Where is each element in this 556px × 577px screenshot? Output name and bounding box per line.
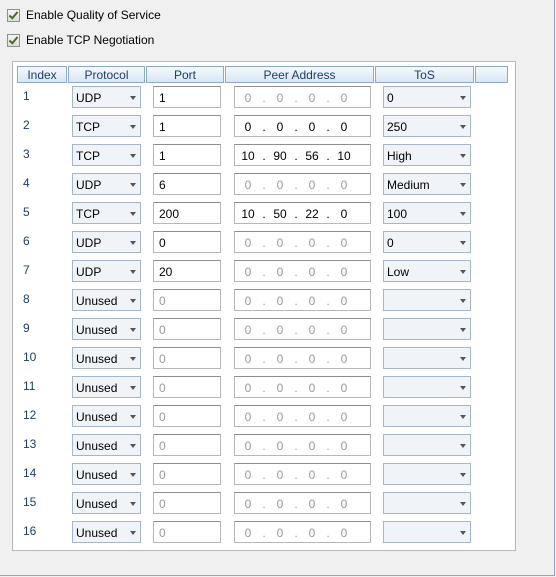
ip-octet-4[interactable]: 0	[340, 120, 348, 134]
ip-separator: .	[262, 497, 266, 511]
chevron-down-icon	[460, 328, 466, 332]
tos-value: Low	[387, 265, 410, 279]
ip-octet-4[interactable]: 0	[340, 526, 348, 540]
port-input[interactable]	[153, 376, 221, 398]
ip-separator: .	[294, 439, 298, 453]
protocol-dropdown[interactable]	[72, 434, 141, 456]
chevron-down-icon	[130, 154, 136, 158]
chevron-down-icon	[130, 96, 136, 100]
tos-dropdown[interactable]	[383, 521, 471, 543]
port-input[interactable]	[153, 347, 221, 369]
ip-octet-1[interactable]: 0	[244, 323, 252, 337]
ip-separator: .	[262, 352, 266, 366]
ip-separator: .	[326, 439, 330, 453]
ip-separator: .	[326, 294, 330, 308]
ip-separator: .	[262, 178, 266, 192]
protocol-dropdown[interactable]	[72, 115, 141, 137]
table-row	[13, 144, 513, 168]
peer-address-input[interactable]	[234, 144, 371, 166]
port-value: 0	[159, 439, 166, 453]
ip-octet-3[interactable]: 22	[305, 207, 319, 221]
ip-octet-3[interactable]: 0	[308, 526, 316, 540]
ip-octet-2[interactable]: 0	[276, 294, 284, 308]
row-index: 13	[23, 437, 37, 451]
ip-octet-3[interactable]: 0	[308, 265, 316, 279]
ip-octet-1[interactable]: 0	[244, 178, 252, 192]
protocol-dropdown[interactable]	[72, 289, 141, 311]
protocol-dropdown[interactable]	[72, 318, 141, 340]
peer-address-input[interactable]	[234, 492, 371, 514]
port-input[interactable]	[153, 463, 221, 485]
port-value: 0	[159, 323, 166, 337]
port-input[interactable]	[153, 173, 221, 195]
chevron-down-icon	[130, 212, 136, 216]
ip-octet-1[interactable]: 0	[244, 120, 252, 134]
ip-separator: .	[326, 526, 330, 540]
ip-separator: .	[326, 381, 330, 395]
ip-octet-4[interactable]: 0	[340, 236, 348, 250]
ip-octet-2[interactable]: 0	[276, 352, 284, 366]
peer-address-input[interactable]	[234, 463, 371, 485]
protocol-value: Unused	[76, 497, 118, 511]
row-index: 12	[23, 408, 37, 422]
chevron-down-icon	[130, 502, 136, 506]
qos-table	[12, 61, 516, 551]
row-index: 6	[23, 234, 30, 248]
table-row	[13, 115, 513, 139]
enable-qos-label: Enable Quality of Service	[26, 8, 161, 22]
enable-tcp-negotiation-checkbox[interactable]	[7, 34, 20, 47]
protocol-dropdown[interactable]	[72, 376, 141, 398]
ip-octet-3[interactable]: 56	[305, 149, 319, 163]
ip-separator: .	[262, 265, 266, 279]
port-value: 200	[159, 207, 180, 221]
chevron-down-icon	[460, 299, 466, 303]
ip-separator: .	[262, 323, 266, 337]
row-index: 1	[23, 89, 30, 103]
chevron-down-icon	[130, 444, 136, 448]
ip-separator: .	[262, 381, 266, 395]
table-row	[13, 86, 513, 110]
ip-octet-4[interactable]: 0	[340, 497, 348, 511]
ip-octet-1[interactable]: 0	[244, 526, 252, 540]
protocol-value: UDP	[76, 265, 102, 279]
tos-dropdown[interactable]	[383, 202, 471, 224]
protocol-dropdown[interactable]	[72, 521, 141, 543]
row-index: 9	[23, 321, 30, 335]
ip-separator: .	[262, 526, 266, 540]
ip-octet-3[interactable]: 0	[308, 120, 316, 134]
protocol-dropdown[interactable]	[72, 260, 141, 282]
ip-separator: .	[294, 120, 298, 134]
ip-separator: .	[262, 410, 266, 424]
port-input[interactable]	[153, 318, 221, 340]
chevron-down-icon	[460, 444, 466, 448]
peer-address-input[interactable]	[234, 376, 371, 398]
ip-separator: .	[326, 468, 330, 482]
enable-tcp-negotiation-row[interactable]	[7, 31, 154, 49]
ip-separator: .	[294, 497, 298, 511]
ip-separator: .	[326, 323, 330, 337]
chevron-down-icon	[460, 502, 466, 506]
ip-octet-4[interactable]: 0	[340, 410, 348, 424]
column-header-peer-address[interactable]: Peer Address	[225, 66, 374, 83]
ip-octet-2[interactable]: 0	[276, 439, 284, 453]
ip-octet-4[interactable]: 0	[340, 207, 348, 221]
row-index: 3	[23, 147, 30, 161]
chevron-down-icon	[460, 473, 466, 477]
ip-octet-4[interactable]: 0	[340, 381, 348, 395]
ip-separator: .	[294, 178, 298, 192]
ip-separator: .	[326, 91, 330, 105]
chevron-down-icon	[130, 270, 136, 274]
protocol-value: UDP	[76, 236, 102, 250]
port-input[interactable]	[153, 86, 221, 108]
ip-octet-1[interactable]: 0	[244, 352, 252, 366]
port-value: 1	[159, 91, 166, 105]
ip-separator: .	[326, 265, 330, 279]
port-value: 0	[159, 526, 166, 540]
chevron-down-icon	[130, 386, 136, 390]
ip-separator: .	[294, 91, 298, 105]
chevron-down-icon	[130, 125, 136, 129]
ip-separator: .	[326, 178, 330, 192]
ip-octet-1[interactable]: 0	[244, 294, 252, 308]
tos-dropdown[interactable]	[383, 347, 471, 369]
ip-separator: .	[262, 120, 266, 134]
enable-tcp-negotiation-label: Enable TCP Negotiation	[26, 33, 155, 47]
ip-separator: .	[294, 149, 298, 163]
tos-dropdown[interactable]	[383, 434, 471, 456]
protocol-value: UDP	[76, 91, 102, 105]
protocol-dropdown[interactable]	[72, 202, 141, 224]
enable-qos-checkbox[interactable]	[7, 9, 20, 22]
ip-octet-1[interactable]: 0	[244, 468, 252, 482]
port-value: 0	[159, 468, 166, 482]
chevron-down-icon	[460, 212, 466, 216]
ip-separator: .	[262, 439, 266, 453]
ip-octet-1[interactable]: 0	[244, 381, 252, 395]
ip-octet-4[interactable]: 0	[340, 91, 348, 105]
ip-separator: .	[294, 526, 298, 540]
chevron-down-icon	[130, 183, 136, 187]
chevron-down-icon	[460, 96, 466, 100]
table-row	[13, 405, 513, 429]
ip-octet-2[interactable]: 0	[276, 236, 284, 250]
port-value: 1	[159, 149, 166, 163]
ip-octet-1[interactable]: 10	[241, 207, 255, 221]
ip-octet-4[interactable]: 0	[340, 178, 348, 192]
chevron-down-icon	[130, 473, 136, 477]
peer-address-input[interactable]	[234, 347, 371, 369]
port-input[interactable]	[153, 115, 221, 137]
port-value: 0	[159, 410, 166, 424]
chevron-down-icon	[130, 531, 136, 535]
ip-separator: .	[262, 91, 266, 105]
table-row	[13, 492, 513, 516]
ip-octet-3[interactable]: 0	[308, 410, 316, 424]
ip-separator: .	[326, 236, 330, 250]
ip-octet-2[interactable]: 0	[276, 381, 284, 395]
ip-separator: .	[294, 294, 298, 308]
peer-address-input[interactable]	[234, 289, 371, 311]
ip-octet-2[interactable]: 0	[276, 497, 284, 511]
protocol-dropdown[interactable]	[72, 347, 141, 369]
protocol-dropdown[interactable]	[72, 492, 141, 514]
port-input[interactable]	[153, 405, 221, 427]
tos-value: 250	[387, 120, 408, 134]
column-header-extra	[475, 66, 508, 83]
protocol-value: UDP	[76, 178, 102, 192]
ip-octet-3[interactable]: 0	[308, 352, 316, 366]
ip-octet-4[interactable]: 0	[340, 468, 348, 482]
port-value: 0	[159, 381, 166, 395]
tos-dropdown[interactable]	[383, 376, 471, 398]
chevron-down-icon	[460, 357, 466, 361]
ip-separator: .	[326, 149, 330, 163]
peer-address-input[interactable]	[234, 405, 371, 427]
chevron-down-icon	[130, 328, 136, 332]
table-row	[13, 289, 513, 313]
tos-value: 0	[387, 91, 394, 105]
protocol-dropdown[interactable]	[72, 173, 141, 195]
ip-octet-1[interactable]: 0	[244, 91, 252, 105]
port-input[interactable]	[153, 231, 221, 253]
port-input[interactable]	[153, 521, 221, 543]
row-index: 16	[23, 524, 37, 538]
tos-dropdown[interactable]	[383, 405, 471, 427]
ip-octet-2[interactable]: 0	[276, 120, 284, 134]
ip-separator: .	[262, 236, 266, 250]
peer-address-input[interactable]	[234, 521, 371, 543]
table-row	[13, 521, 513, 545]
row-index: 8	[23, 292, 30, 306]
table-row	[13, 347, 513, 371]
port-input[interactable]	[153, 434, 221, 456]
port-value: 0	[159, 294, 166, 308]
peer-address-input[interactable]	[234, 173, 371, 195]
row-index: 4	[23, 176, 30, 190]
port-input[interactable]	[153, 492, 221, 514]
ip-octet-4[interactable]: 0	[340, 265, 348, 279]
protocol-dropdown[interactable]	[72, 463, 141, 485]
chevron-down-icon	[130, 299, 136, 303]
ip-separator: .	[294, 207, 298, 221]
ip-separator: .	[326, 352, 330, 366]
chevron-down-icon	[460, 386, 466, 390]
ip-octet-3[interactable]: 0	[308, 91, 316, 105]
chevron-down-icon	[460, 270, 466, 274]
port-input[interactable]	[153, 144, 221, 166]
protocol-value: Unused	[76, 381, 118, 395]
ip-octet-4[interactable]: 0	[340, 439, 348, 453]
peer-address-input[interactable]	[234, 202, 371, 224]
enable-qos-row[interactable]	[7, 6, 161, 24]
ip-octet-3[interactable]: 0	[308, 178, 316, 192]
peer-address-input[interactable]	[234, 231, 371, 253]
ip-octet-3[interactable]: 0	[308, 294, 316, 308]
protocol-dropdown[interactable]	[72, 86, 141, 108]
protocol-value: Unused	[76, 294, 118, 308]
ip-separator: .	[294, 323, 298, 337]
ip-separator: .	[326, 497, 330, 511]
tos-dropdown[interactable]	[383, 115, 471, 137]
port-input[interactable]	[153, 260, 221, 282]
ip-separator: .	[326, 410, 330, 424]
chevron-down-icon	[130, 415, 136, 419]
protocol-value: Unused	[76, 526, 118, 540]
chevron-down-icon	[130, 357, 136, 361]
ip-octet-1[interactable]: 0	[244, 439, 252, 453]
protocol-value: Unused	[76, 468, 118, 482]
protocol-value: TCP	[76, 207, 100, 221]
ip-octet-3[interactable]: 0	[308, 236, 316, 250]
tos-dropdown[interactable]	[383, 173, 471, 195]
table-row	[13, 376, 513, 400]
ip-octet-3[interactable]: 0	[308, 323, 316, 337]
ip-separator: .	[294, 468, 298, 482]
ip-separator: .	[294, 381, 298, 395]
ip-separator: .	[262, 294, 266, 308]
ip-octet-1[interactable]: 0	[244, 236, 252, 250]
protocol-dropdown[interactable]	[72, 405, 141, 427]
tos-dropdown[interactable]	[383, 231, 471, 253]
ip-octet-4[interactable]: 0	[340, 352, 348, 366]
peer-address-input[interactable]	[234, 260, 371, 282]
port-value: 6	[159, 178, 166, 192]
table-row	[13, 202, 513, 226]
ip-octet-1[interactable]: 0	[244, 265, 252, 279]
ip-separator: .	[326, 207, 330, 221]
protocol-value: Unused	[76, 352, 118, 366]
ip-separator: .	[262, 149, 266, 163]
ip-octet-2[interactable]: 0	[276, 265, 284, 279]
protocol-value: TCP	[76, 120, 100, 134]
ip-separator: .	[326, 120, 330, 134]
protocol-value: Unused	[76, 323, 118, 337]
protocol-dropdown[interactable]	[72, 231, 141, 253]
ip-octet-3[interactable]: 0	[308, 468, 316, 482]
tos-dropdown[interactable]	[383, 492, 471, 514]
ip-octet-4[interactable]: 0	[340, 323, 348, 337]
ip-octet-1[interactable]: 10	[241, 149, 255, 163]
column-header-tos[interactable]: ToS	[375, 66, 474, 83]
ip-separator: .	[262, 468, 266, 482]
ip-octet-1[interactable]: 0	[244, 410, 252, 424]
chevron-down-icon	[460, 531, 466, 535]
column-header-index[interactable]: Index	[17, 66, 67, 83]
tos-dropdown[interactable]	[383, 463, 471, 485]
row-index: 7	[23, 263, 30, 277]
column-header-protocol[interactable]: Protocol	[68, 66, 145, 83]
tos-value: High	[387, 149, 412, 163]
table-header	[17, 66, 509, 83]
ip-octet-2[interactable]: 90	[273, 149, 287, 163]
port-input[interactable]	[153, 289, 221, 311]
tos-value: Medium	[387, 178, 430, 192]
row-index: 2	[23, 118, 30, 132]
tos-value: 100	[387, 207, 408, 221]
chevron-down-icon	[130, 241, 136, 245]
port-value: 1	[159, 120, 166, 134]
ip-octet-4[interactable]: 10	[337, 149, 351, 163]
table-row	[13, 173, 513, 197]
ip-separator: .	[294, 236, 298, 250]
ip-octet-2[interactable]: 0	[276, 526, 284, 540]
ip-octet-2[interactable]: 0	[276, 468, 284, 482]
chevron-down-icon	[460, 154, 466, 158]
peer-address-input[interactable]	[234, 115, 371, 137]
chevron-down-icon	[460, 183, 466, 187]
peer-address-input[interactable]	[234, 86, 371, 108]
port-value: 0	[159, 497, 166, 511]
row-index: 15	[23, 495, 37, 509]
tos-dropdown[interactable]	[383, 289, 471, 311]
protocol-dropdown[interactable]	[72, 144, 141, 166]
column-header-port[interactable]: Port	[146, 66, 224, 83]
ip-octet-2[interactable]: 50	[273, 207, 287, 221]
tos-dropdown[interactable]	[383, 86, 471, 108]
ip-octet-4[interactable]: 0	[340, 294, 348, 308]
port-value: 0	[159, 236, 166, 250]
ip-octet-1[interactable]: 0	[244, 497, 252, 511]
protocol-value: TCP	[76, 149, 100, 163]
ip-separator: .	[262, 207, 266, 221]
tos-dropdown[interactable]	[383, 144, 471, 166]
row-index: 14	[23, 466, 37, 480]
tos-dropdown[interactable]	[383, 260, 471, 282]
port-value: 20	[159, 265, 173, 279]
ip-octet-3[interactable]: 0	[308, 381, 316, 395]
ip-separator: .	[294, 352, 298, 366]
protocol-value: Unused	[76, 439, 118, 453]
protocol-value: Unused	[76, 410, 118, 424]
table-row	[13, 260, 513, 284]
table-row	[13, 434, 513, 458]
chevron-down-icon	[460, 415, 466, 419]
ip-octet-2[interactable]: 0	[276, 323, 284, 337]
ip-separator: .	[294, 265, 298, 279]
ip-separator: .	[294, 410, 298, 424]
table-row	[13, 231, 513, 255]
chevron-down-icon	[460, 125, 466, 129]
table-row	[13, 463, 513, 487]
chevron-down-icon	[460, 241, 466, 245]
ip-octet-3[interactable]: 0	[308, 439, 316, 453]
port-value: 0	[159, 352, 166, 366]
peer-address-input[interactable]	[234, 318, 371, 340]
tos-dropdown[interactable]	[383, 318, 471, 340]
ip-octet-2[interactable]: 0	[276, 91, 284, 105]
row-index: 5	[23, 205, 30, 219]
table-row	[13, 318, 513, 342]
peer-address-input[interactable]	[234, 434, 371, 456]
ip-octet-2[interactable]: 0	[276, 410, 284, 424]
tos-value: 0	[387, 236, 394, 250]
row-index: 10	[23, 350, 37, 364]
port-input[interactable]	[153, 202, 221, 224]
ip-octet-3[interactable]: 0	[308, 497, 316, 511]
ip-octet-2[interactable]: 0	[276, 178, 284, 192]
row-index: 11	[23, 379, 36, 393]
